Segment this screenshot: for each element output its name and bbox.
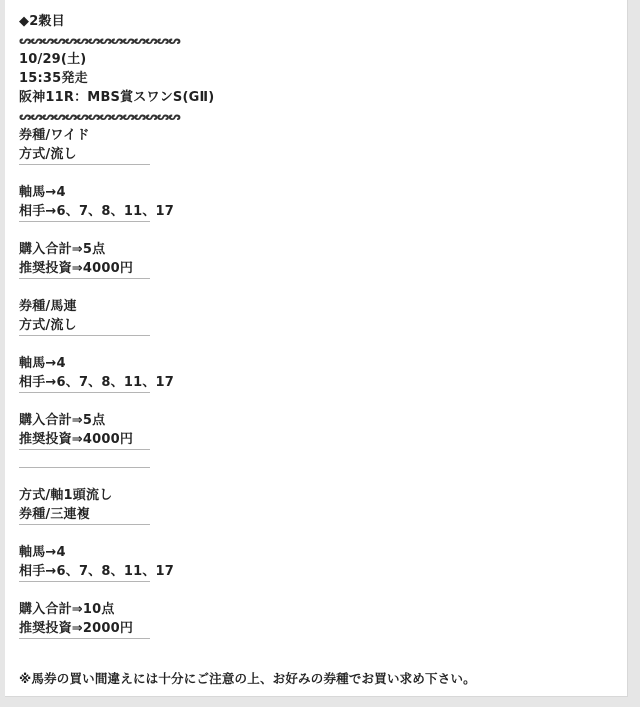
ticket-method: 方式/流し (19, 318, 77, 333)
ticket-block (19, 486, 619, 639)
ticket-method: 方式/軸1頭流し (19, 488, 113, 503)
wave-divider: ᔕᔕᔕᔕᔕᔕᔕᔕᔕᔕᔕᔕᔕᔕ (19, 34, 180, 47)
partner-horses: 相手→6、7、8、11、17 (19, 375, 175, 390)
ticket-type: 券種/三連複 (19, 507, 90, 522)
race-start-time: 15:35発走 (19, 71, 88, 86)
recommended-investment: 推奨投資⇒4000円 (19, 432, 134, 447)
ticket-method: 方式/流し (19, 147, 77, 162)
section-title: ◆2穀目 (19, 14, 65, 29)
purchase-total: 購入合計⇒5点 (19, 242, 106, 257)
content-panel (5, 0, 628, 697)
purchase-total: 購入合計⇒5点 (19, 413, 106, 428)
race-info (19, 12, 619, 688)
axis-horse: 軸馬→4 (19, 545, 66, 560)
ticket-block (19, 297, 619, 486)
race-name: 阪神11R：MBS賞スワンS(GⅡ) (19, 90, 215, 105)
wave-divider: ᔕᔕᔕᔕᔕᔕᔕᔕᔕᔕᔕᔕᔕᔕ (19, 110, 180, 123)
ticket-type: 券種/馬連 (19, 299, 77, 314)
partner-horses: 相手→6、7、8、11、17 (19, 204, 175, 219)
axis-horse: 軸馬→4 (19, 356, 66, 371)
recommended-investment: 推奨投資⇒4000円 (19, 261, 134, 276)
recommended-investment: 推奨投資⇒2000円 (19, 621, 134, 636)
axis-horse: 軸馬→4 (19, 185, 66, 200)
caution-note: ※馬券の買い間違えには十分にご注意の上、お好みの券種でお買い求め下さい。 (19, 671, 476, 686)
ticket-type: 券種/ワイド (19, 128, 90, 143)
partner-horses: 相手→6、7、8、11、17 (19, 564, 175, 579)
race-date: 10/29(土) (19, 52, 87, 67)
ticket-block (19, 126, 619, 297)
purchase-total: 購入合計⇒10点 (19, 602, 115, 617)
